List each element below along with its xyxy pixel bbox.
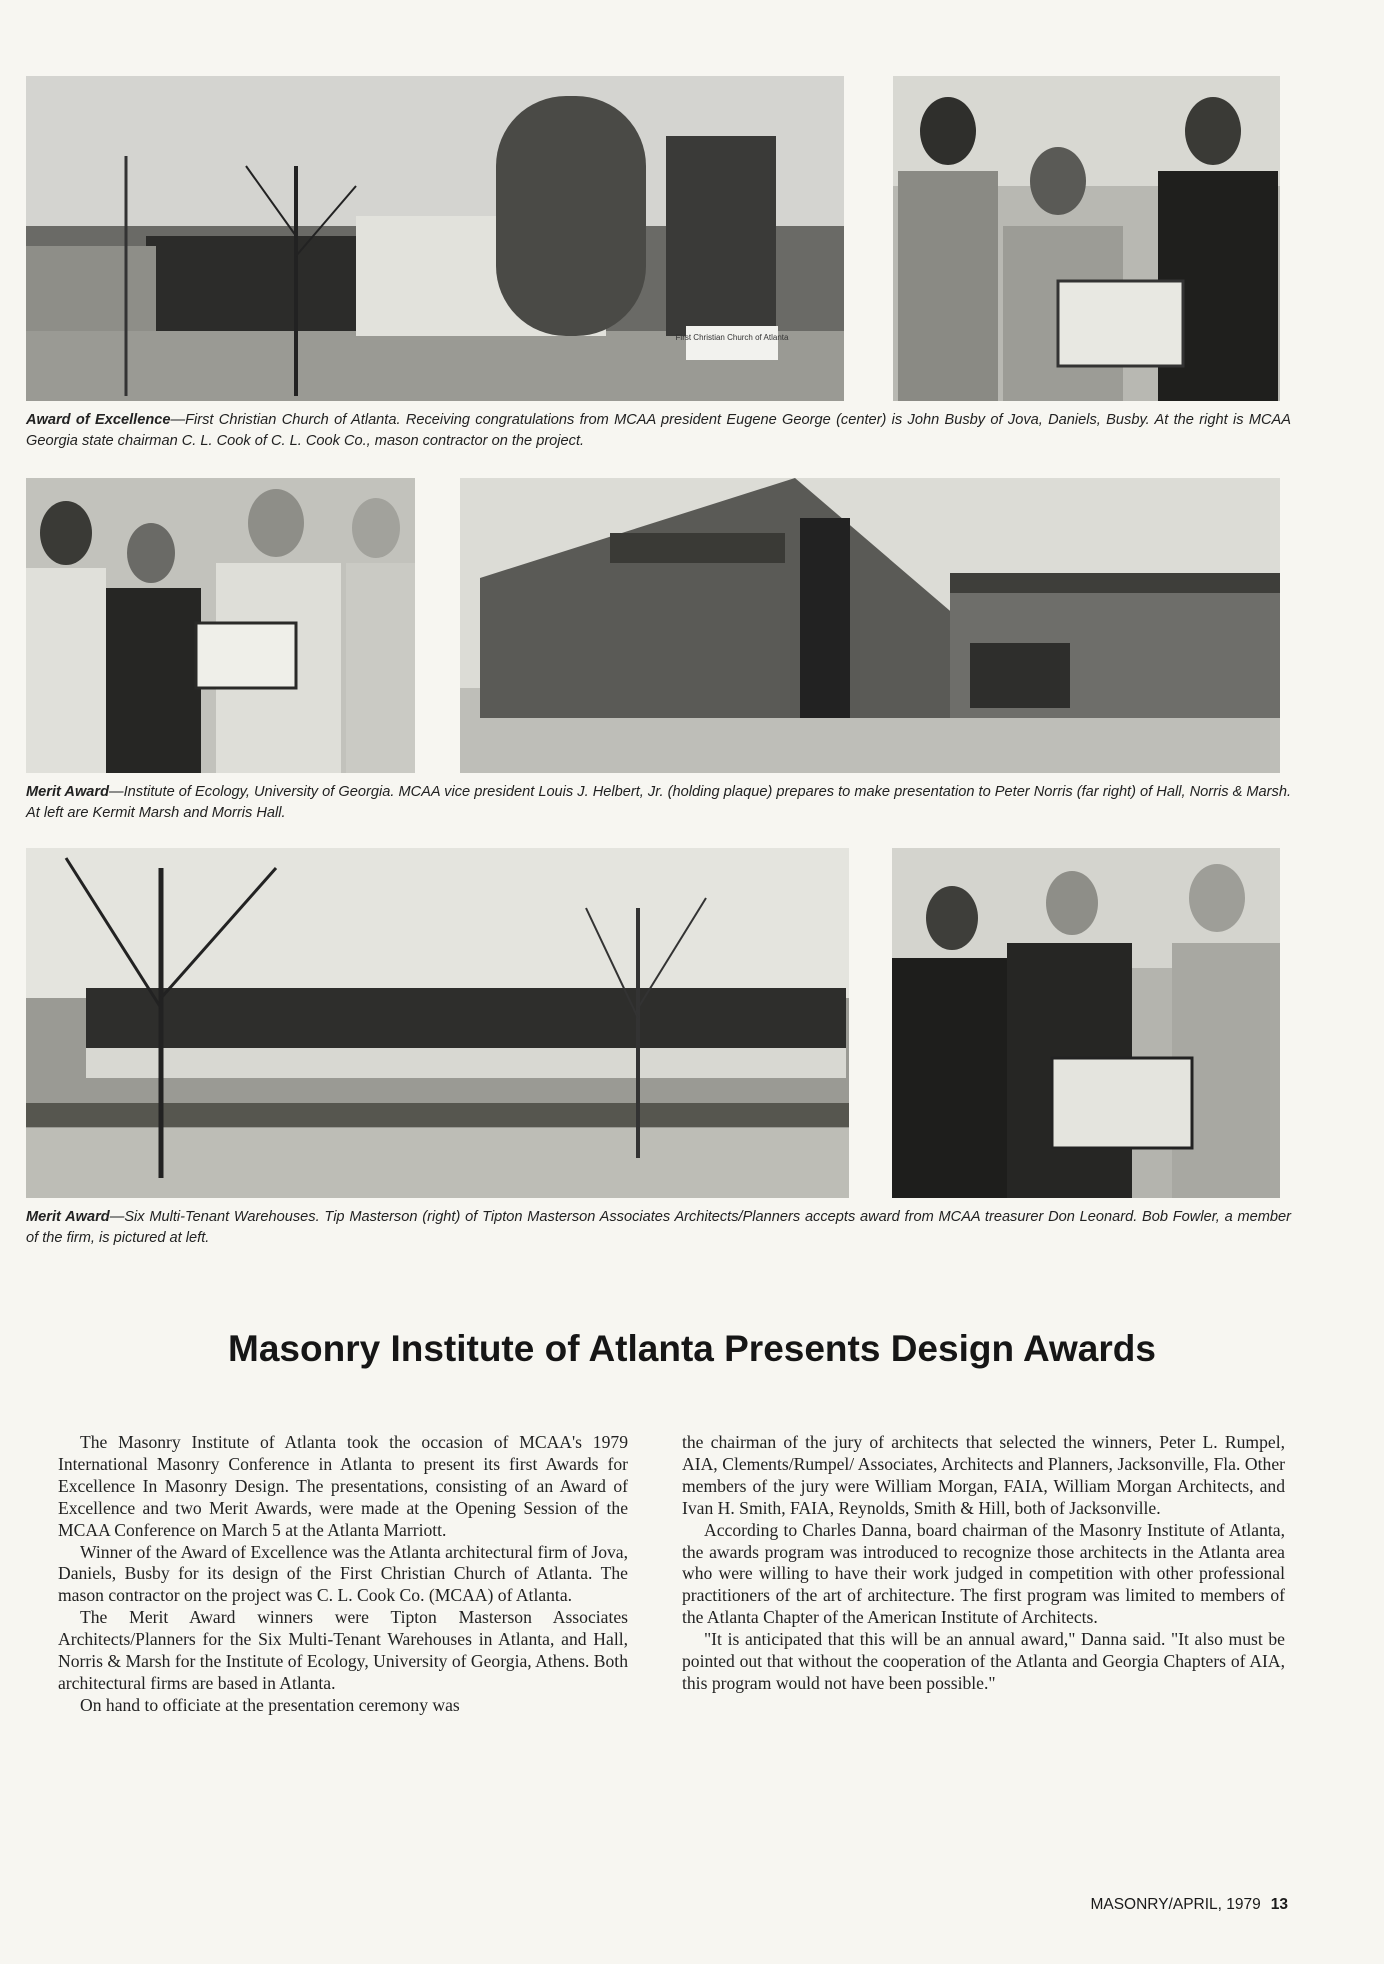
article-column-left <box>58 1432 628 1717</box>
caption-merit-award-warehouses <box>26 1207 1291 1249</box>
church-award-photo <box>893 76 1280 401</box>
paragraph: "It is anticipated that this will be an annual award," Danna said. "It also must be pointed out that without the cooperation of the Atlanta and Georgia Chapters of AIA, this program would not have been possible." <box>682 1629 1285 1693</box>
caption-label: Merit Award <box>26 1209 110 1225</box>
footer-publication: MASONRY/APRIL, 1979 <box>1090 1896 1261 1913</box>
article-title: Masonry Institute of Atlanta Presents Design Awards <box>228 1328 1156 1369</box>
paragraph: According to Charles Danna, board chairman of the Masonry Institute of Atlanta, the awards program was introduced to recognize those architects in the Atlanta area who were willing to have their work judged in competition with other professional practitioners of the art of architecture. The first program was limited to members of the Atlanta Chapter of the American Institute of Architects. <box>682 1519 1285 1628</box>
paragraph: Winner of the Award of Excellence was the Atlanta architectural firm of Jova, Daniels, Busby for its design of the First Christian Church of Atlanta. The mason contractor on the project was C. L. Cook Co. (MCAA) of Atlanta. <box>58 1541 628 1606</box>
caption-award-of-excellence <box>26 410 1291 452</box>
church-sign-text: First Christian Church of Atlanta <box>675 333 789 342</box>
ecology-award-photo <box>26 478 415 773</box>
paragraph: The Masonry Institute of Atlanta took the occasion of MCAA's 1979 International Masonry Conference in Atlanta to present its first Awards for Excellence In Masonry Design. The presentations, consisting of an Award of Excellence and two Merit Awards, were made at the Opening Session of the MCAA Conference on March 5 at the Atlanta Marriott. <box>58 1432 628 1540</box>
page-footer <box>1090 1896 1288 1914</box>
ecology-building-photo <box>460 478 1280 773</box>
page-number: 13 <box>1270 1896 1288 1913</box>
caption-text: —Six Multi-Tenant Warehouses. Tip Masterson (right) of Tipton Masterson Associates Architects/Planners accepts award from MCAA treasurer Don Leonard. Bob Fowler, a member of the firm, is pictured at left. <box>26 1209 1291 1246</box>
caption-merit-award-ecology <box>26 782 1291 824</box>
caption-text: —First Christian Church of Atlanta. Receiving congratulations from MCAA president Eugene George (center) is John Busby of Jova, Daniels, Busby. At the right is MCAA Georgia state chairman C. L. Cook of C. L. Cook Co., mason contractor on the project. <box>26 412 1291 449</box>
caption-label: Merit Award <box>26 784 110 800</box>
caption-text: —Institute of Ecology, University of Georgia. MCAA vice president Louis J. Helbert, Jr. (holding plaque) prepares to make presentation to Peter Norris (far right) of Hall, Norris & Marsh. At left are Kermit Marsh and Morris Hall. <box>26 784 1291 821</box>
paragraph: the chairman of the jury of architects that selected the winners, Peter L. Rumpel, AIA, Clements/Rumpel/ Associates, Architects and Planners, Jacksonville, Fla. Other members of the jury were William Morgan, FAIA, William Morgan Architects, and Ivan H. Smith, FAIA, Reynolds, Smith & Hill, both of Jacksonville. <box>682 1432 1285 1518</box>
church-building-photo <box>26 76 844 401</box>
warehouses-award-photo <box>892 848 1280 1198</box>
caption-label: Award of Excellence <box>26 412 171 428</box>
article-column-right <box>682 1432 1285 1695</box>
paragraph: On hand to officiate at the presentation ceremony was <box>80 1694 460 1715</box>
warehouses-photo <box>26 848 849 1198</box>
paragraph: The Merit Award winners were Tipton Masterson Associates Architects/Planners for the Six Multi-Tenant Warehouses in Atlanta, and Hall, Norris & Marsh for the Institute of Ecology, University of Georgia, Athens. Both architectural firms are based in Atlanta. <box>58 1607 628 1693</box>
